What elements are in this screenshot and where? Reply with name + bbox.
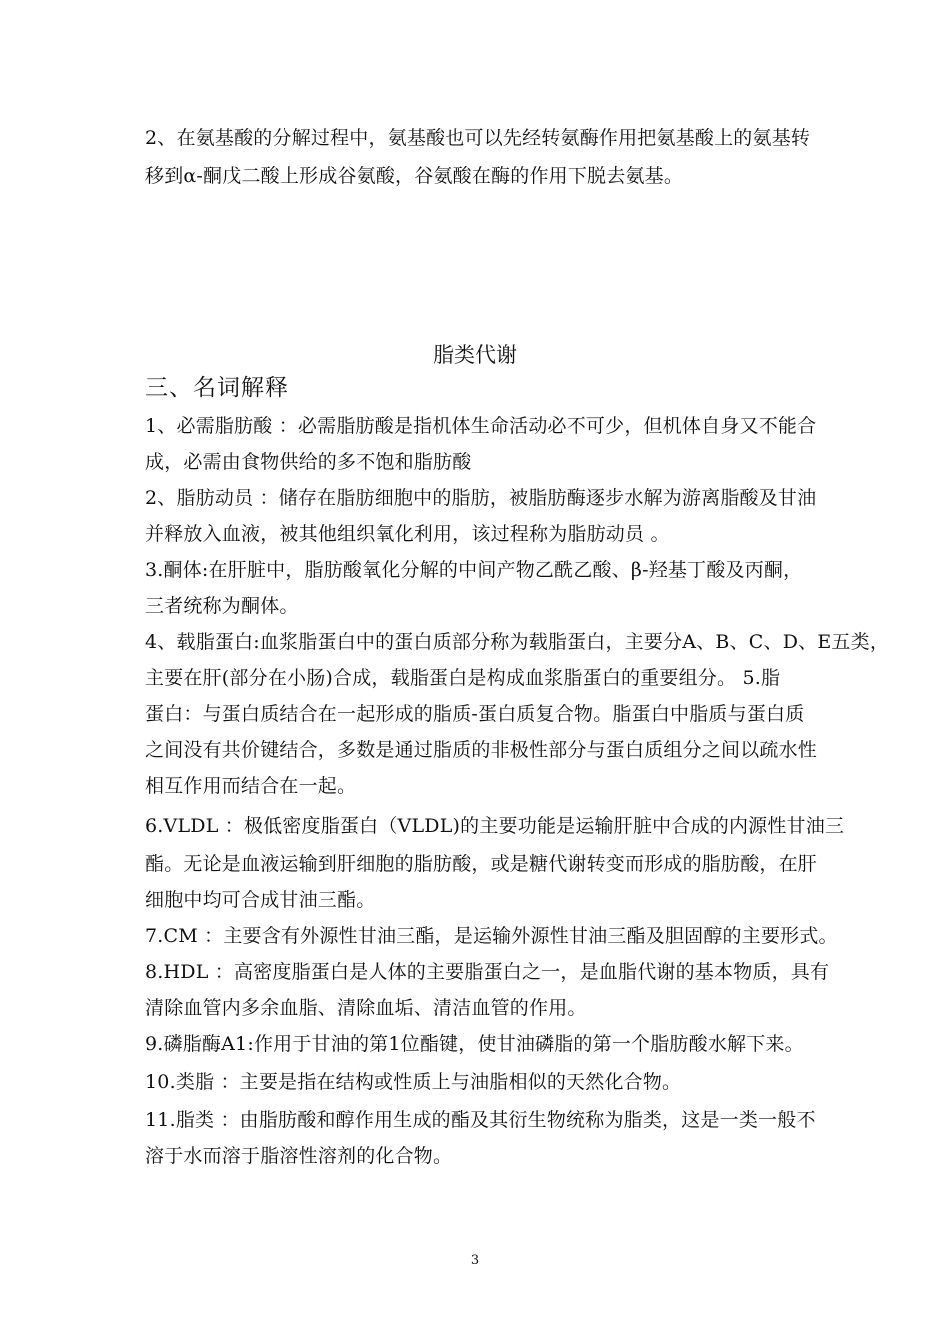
intro-line-2: 移到α-酮戊二酸上形成谷氨酸，谷氨酸在酶的作用下脱去氨基。	[145, 165, 684, 187]
section-heading: 三、名词解释	[145, 375, 289, 401]
definition-line: 细胞中均可合成甘油三酯。	[145, 889, 376, 911]
intro-line-1: 2、在氨基酸的分解过程中，氨基酸也可以先经转氨酶作用把氨基酸上的氨基转	[145, 127, 811, 149]
definition-line: 清除血管内多余血脂、清除血垢、清洁血管的作用。	[145, 997, 587, 1019]
definition-line: 6.VLDL ：极低密度脂蛋白（VLDL)的主要功能是运输肝脏中合成的内源性甘油三	[145, 815, 845, 837]
definition-line: 4、载脂蛋白:血浆脂蛋白中的蛋白质部分称为载脂蛋白，主要分A、B、C、D、E五类，	[145, 631, 890, 653]
page-number: 3	[470, 1253, 480, 1268]
definition-line: 11.脂类 ：由脂肪酸和醇作用生成的酯及其衍生物统称为脂类，这是一类一般不	[145, 1109, 816, 1131]
section-title: 脂类代谢	[433, 343, 517, 367]
definition-line: 2、脂肪动员 ：储存在脂肪细胞中的脂肪，被脂肪酶逐步水解为游离脂酸及甘油	[145, 487, 817, 509]
definition-line: 溶于水而溶于脂溶性溶剂的化合物。	[145, 1145, 453, 1167]
definition-line: 3.酮体:在肝脏中，脂肪酸氧化分解的中间产物乙酰乙酸、β-羟基丁酸及丙酮，	[145, 559, 803, 581]
definition-line: 三者统称为酮体。	[145, 595, 299, 617]
definition-line: 1、必需脂肪酸 ：必需脂肪酸是指机体生命活动必不可少，但机体自身又不能合	[145, 415, 817, 437]
definition-line: 酯。无论是血液运输到肝细胞的脂肪酸，或是糖代谢转变而形成的脂肪酸，在肝	[145, 853, 818, 875]
definition-line: 成，必需由食物供给的多不饱和脂肪酸	[145, 451, 472, 473]
definition-line: 之间没有共价键结合，多数是通过脂质的非极性部分与蛋白质组分之间以疏水性	[145, 739, 818, 761]
definition-line: 7.CM ：主要含有外源性甘油三酯，是运输外源性甘油三酯及胆固醇的主要形式。	[145, 925, 838, 947]
definition-line: 主要在肝(部分在小肠)合成，载脂蛋白是构成血浆脂蛋白的重要组分。 5.脂	[145, 667, 781, 689]
definition-line: 10.类脂 ：主要是指在结构或性质上与油脂相似的天然化合物。	[145, 1071, 682, 1093]
definition-line: 8.HDL ：高密度脂蛋白是人体的主要脂蛋白之一，是血脂代谢的基本物质，具有	[145, 961, 830, 983]
definition-line: 相互作用而结合在一起。	[145, 775, 357, 797]
definition-line: 并释放入血液，被其他组织氧化利用，该过程称为脂肪动员 。	[145, 523, 670, 545]
definition-line: 9.磷脂酶A1:作用于甘油的第1位酯键，使甘油磷脂的第一个脂肪酸水解下来。	[145, 1033, 804, 1055]
definition-line: 蛋白：与蛋白质结合在一起形成的脂质-蛋白质复合物。脂蛋白中脂质与蛋白质	[145, 703, 805, 725]
